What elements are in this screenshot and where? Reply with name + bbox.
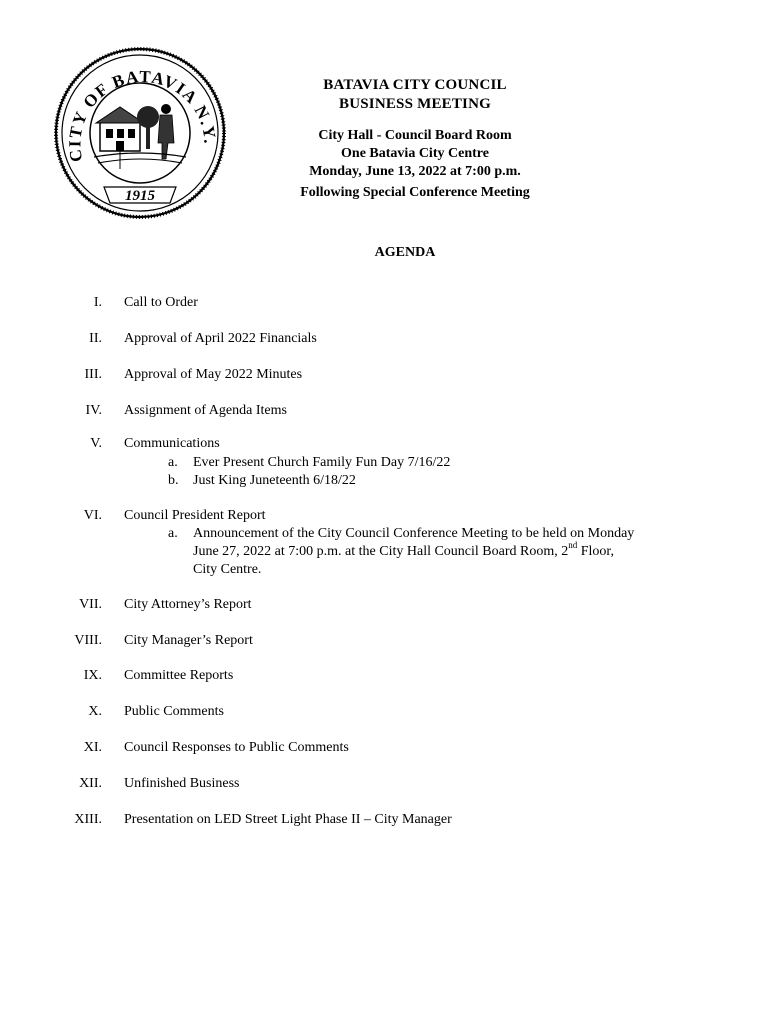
agenda-subitem xyxy=(0,525,770,579)
agenda-item-number: XIII. xyxy=(74,812,102,827)
meeting-type: BUSINESS MEETING xyxy=(339,96,491,112)
subitem-text: Ever Present Church Family Fun Day 7/16/22 xyxy=(193,455,451,470)
city-seal-logo xyxy=(54,47,226,219)
agenda-item-text: City Manager’s Report xyxy=(124,633,253,648)
agenda-item-text: Public Comments xyxy=(124,704,224,719)
agenda-item-number: XI. xyxy=(83,740,102,755)
agenda-item-text: Approval of April 2022 Financials xyxy=(124,331,317,346)
agenda-item-number: II. xyxy=(89,331,102,346)
agenda-item-text: Presentation on LED Street Light Phase II – City Manager xyxy=(124,812,452,827)
subitem-letter: a. xyxy=(168,455,178,470)
agenda-item-text: Council Responses to Public Comments xyxy=(124,740,349,755)
agenda-subitem xyxy=(0,472,770,490)
subitem-text-line1: Announcement of the City Council Conference Meeting to be held on Monday xyxy=(193,526,635,541)
agenda-item-number: V. xyxy=(90,436,102,451)
agenda-item-number: VII. xyxy=(79,597,102,612)
meeting-header xyxy=(270,76,560,202)
agenda-item-text: Call to Order xyxy=(124,295,198,310)
subitem-letter: a. xyxy=(168,526,178,541)
agenda-item-number: VI. xyxy=(83,508,102,523)
agenda-item-text: Approval of May 2022 Minutes xyxy=(124,367,303,382)
agenda-item-text: Unfinished Business xyxy=(124,776,240,791)
agenda-item-number: I. xyxy=(93,295,102,310)
agenda-item-text: Committee Reports xyxy=(124,668,234,683)
subitem-text-line3: City Centre. xyxy=(193,562,262,577)
agenda-item-text: Communications xyxy=(124,436,220,451)
meeting-following-note: Following Special Conference Meeting xyxy=(300,185,530,200)
agenda-subitem xyxy=(0,454,770,472)
agenda-item-number: VIII. xyxy=(74,633,102,648)
agenda-heading: AGENDA xyxy=(374,245,436,260)
subitem-text-line2: June 27, 2022 at 7:00 p.m. at the City Hall Council Board Room, 2nd Floor, xyxy=(193,540,615,559)
svg-text:CITY OF BATAVIA N.Y.: CITY OF BATAVIA N.Y. xyxy=(65,66,220,164)
agenda-item-text: City Attorney’s Report xyxy=(124,597,252,612)
subitem-text: Just King Juneteenth 6/18/22 xyxy=(193,473,356,488)
meeting-datetime: Monday, June 13, 2022 at 7:00 p.m. xyxy=(309,164,521,179)
agenda-item-number: XII. xyxy=(79,776,102,791)
council-title: BATAVIA CITY COUNCIL xyxy=(323,77,507,93)
agenda-item-number: III. xyxy=(84,367,102,382)
agenda-item-number: IX. xyxy=(83,668,102,683)
meeting-location: City Hall - Council Board Room xyxy=(318,128,512,143)
seal-year: 1915 xyxy=(125,188,155,204)
meeting-address: One Batavia City Centre xyxy=(341,146,489,161)
agenda-item-number: X. xyxy=(88,704,102,719)
agenda-item-text: Council President Report xyxy=(124,508,266,523)
agenda-item-text: Assignment of Agenda Items xyxy=(124,403,287,418)
subitem-letter: b. xyxy=(168,473,179,488)
agenda-item-number: IV. xyxy=(85,403,102,418)
